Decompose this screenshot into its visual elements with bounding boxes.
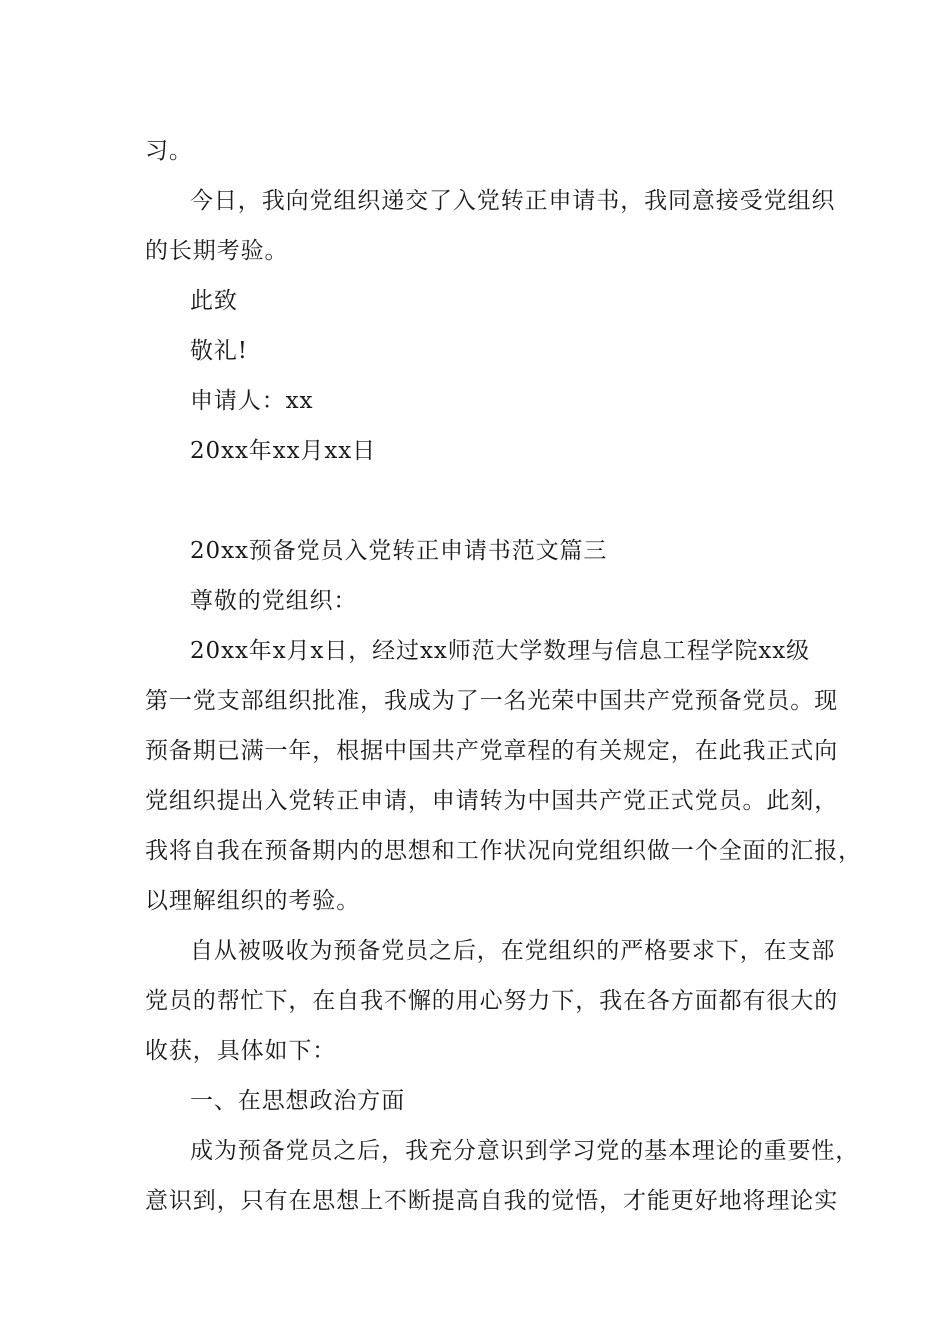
text-line: 党组织提出入党转正申请，申请转为中国共产党正式党员。此刻， — [145, 788, 839, 814]
text-line: 党员的帮忙下，在自我不懈的用心努力下，我在各方面都有很大的 — [145, 988, 839, 1014]
text-line: 我将自我在预备期内的思想和工作状况向党组织做一个全面的汇报， — [145, 838, 862, 864]
greeting: 尊敬的党组织： — [190, 588, 358, 614]
text-line: 自从被吸收为预备党员之后，在党组织的严格要求下，在支部 — [190, 938, 836, 964]
applicant-name: 申请人：xx — [190, 388, 314, 414]
text-line: 以理解组织的考验。 — [145, 888, 361, 914]
text-line: 成为预备党员之后，我充分意识到学习党的基本理论的重要性， — [190, 1138, 860, 1164]
text-line: 的长期考验。 — [145, 238, 289, 264]
subsection-heading: 一、在思想政治方面 — [190, 1088, 406, 1114]
section-title: 20xx预备党员入党转正申请书范文篇三 — [190, 538, 608, 564]
text-line: 收获，具体如下： — [145, 1038, 337, 1064]
text-line: 今日，我向党组织递交了入党转正申请书，我同意接受党组织 — [190, 188, 836, 214]
text-line: 习。 — [145, 138, 193, 164]
text-line: 20xx年x月x日，经过xx师范大学数理与信息工程学院xx级 — [190, 638, 811, 664]
signature-date: 20xx年xx月xx日 — [190, 438, 376, 464]
closing-salutation: 敬礼! — [190, 338, 248, 364]
text-line: 预备期已满一年，根据中国共产党章程的有关规定，在此我正式向 — [145, 738, 839, 764]
text-line: 第一党支部组织批准，我成为了一名光荣中国共产党预备党员。现 — [145, 688, 839, 714]
text-line: 意识到，只有在思想上不断提高自我的觉悟，才能更好地将理论实 — [145, 1188, 839, 1214]
closing-salutation: 此致 — [190, 288, 238, 314]
